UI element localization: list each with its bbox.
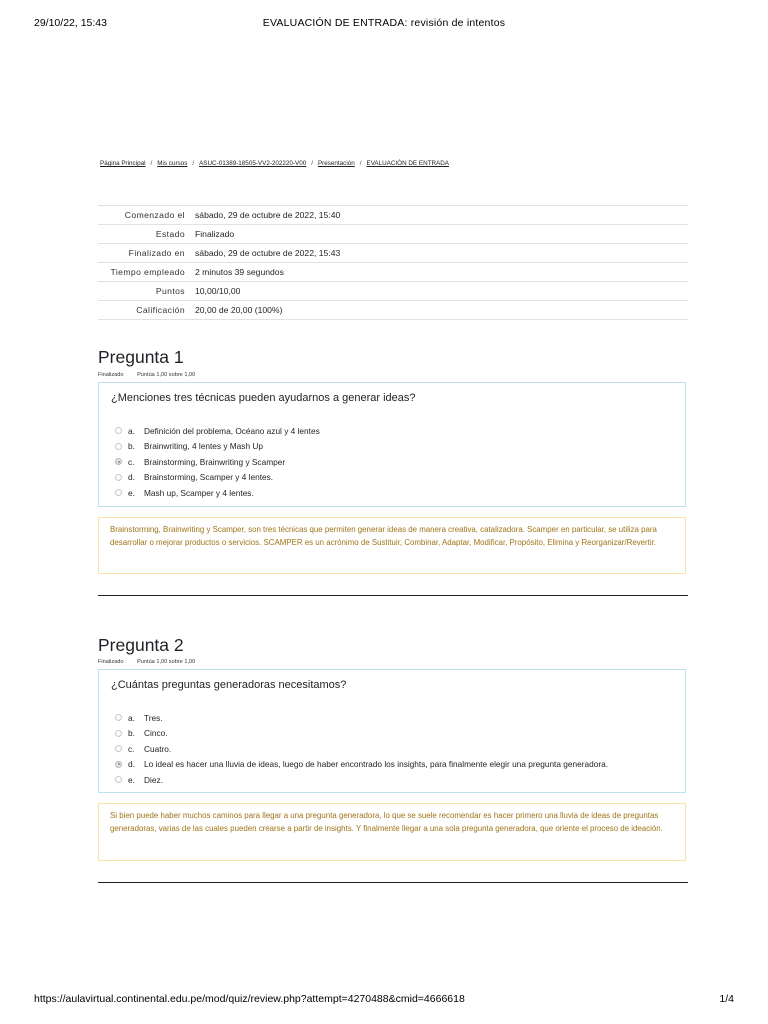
- answer-letter: e.: [128, 774, 135, 785]
- question-2-title: Pregunta 2: [98, 635, 184, 655]
- answer-option[interactable]: [115, 423, 320, 439]
- radio-icon[interactable]: [115, 427, 122, 434]
- summary-value: 20,00 de 20,00 (100%): [195, 305, 283, 315]
- question-2-feedback: Si bien puede haber muchos caminos para llegar a una pregunta generadora, lo que se suele recomendar es hacer primero una lluvia de ideas de preguntas generadoras, varias de las cuales pueden crearse a partir de insights. Y finalmente llegar a una sola pregunta generadora, que oriente el proceso de ideación.: [98, 803, 686, 861]
- question-text: ¿Cuántas preguntas generadoras necesitamos?: [111, 679, 347, 691]
- answer-text: Cinco.: [144, 728, 168, 739]
- answer-letter: b.: [128, 441, 135, 452]
- print-title: EVALUACIÓN DE ENTRADA: revisión de intentos: [262, 17, 506, 29]
- answer-option[interactable]: [115, 772, 608, 788]
- question-1-box: [98, 382, 686, 507]
- radio-icon[interactable]: [115, 776, 122, 783]
- answer-option[interactable]: [115, 439, 320, 455]
- question-divider: [98, 882, 688, 883]
- answer-option-selected[interactable]: [115, 757, 608, 773]
- answer-text: Cuatro.: [144, 743, 172, 754]
- answer-option[interactable]: [115, 726, 608, 742]
- print-footer: [34, 993, 734, 1007]
- answer-list: [115, 423, 320, 501]
- question-score: Puntúa 1,00 sobre 1,00: [137, 659, 196, 665]
- breadcrumb-course[interactable]: ASUC-01389-18505-VV2-202220-V00: [199, 160, 307, 167]
- answer-text: Lo ideal es hacer una lluvia de ideas, luego de haber encontrado los insights, para finalmente elegir una pregunta generadora.: [144, 759, 609, 770]
- radio-icon[interactable]: [115, 730, 122, 737]
- breadcrumb-separator: /: [359, 160, 362, 167]
- question-1-feedback: Brainstorming, Brainwriting y Scamper, son tres técnicas que permiten generar ideas de manera creativa, catalizadora. Scamper en particular, se utiliza para desarrollar o mejorar productos o servicios. SCAMPER es un acrónimo de Sustituir, Combinar, Adaptar, Modificar, Propósito, Elimina y Reorganizar/Revertir.: [98, 517, 686, 574]
- summary-value: sábado, 29 de octubre de 2022, 15:43: [195, 248, 341, 258]
- summary-row-started: [98, 206, 688, 225]
- answer-letter: a.: [128, 425, 135, 436]
- radio-icon[interactable]: [115, 745, 122, 752]
- answer-letter: c.: [128, 456, 135, 467]
- breadcrumb-my-courses[interactable]: Mis cursos: [157, 160, 188, 167]
- summary-label: Tiempo empleado: [110, 267, 185, 277]
- answer-letter: a.: [128, 712, 135, 723]
- radio-icon[interactable]: [115, 474, 122, 481]
- question-score: Puntúa 1,00 sobre 1,00: [137, 372, 196, 378]
- breadcrumb-separator: /: [192, 160, 195, 167]
- summary-label: Estado: [155, 229, 185, 239]
- summary-value: Finalizado: [195, 229, 235, 239]
- answer-letter: e.: [128, 487, 135, 498]
- summary-row-grade: [98, 301, 688, 320]
- radio-icon[interactable]: [115, 443, 122, 450]
- summary-row-state: [98, 225, 688, 244]
- attempt-summary-table: [98, 205, 688, 320]
- answer-text: Brainstorming, Brainwriting y Scamper: [144, 456, 286, 467]
- breadcrumb-separator: /: [311, 160, 313, 167]
- question-text: ¿Menciones tres técnicas pueden ayudarnos a generar ideas?: [111, 392, 416, 404]
- radio-icon[interactable]: [115, 714, 122, 721]
- print-date: 29/10/22, 15:43: [34, 17, 107, 29]
- answer-list: [115, 710, 608, 788]
- summary-value: sábado, 29 de octubre de 2022, 15:40: [195, 210, 341, 220]
- summary-label: Calificación: [136, 305, 185, 315]
- answer-text: Definición del problema, Océano azul y 4 lentes: [144, 425, 320, 436]
- question-2-box: [98, 669, 686, 793]
- summary-value: 10,00/10,00: [195, 286, 241, 296]
- answer-letter: c.: [128, 743, 135, 754]
- question-1-title: Pregunta 1: [98, 347, 184, 367]
- answer-text: Diez.: [144, 774, 163, 785]
- breadcrumb-quiz[interactable]: EVALUACIÓN DE ENTRADA: [366, 160, 449, 167]
- summary-label: Finalizado en: [128, 248, 185, 258]
- print-header: [34, 17, 734, 31]
- question-status: Finalizado: [98, 659, 124, 665]
- print-page-number: 1/4: [719, 993, 734, 1005]
- summary-row-marks: [98, 282, 688, 301]
- question-2-meta: [98, 659, 195, 665]
- question-status: Finalizado: [98, 372, 124, 378]
- breadcrumb-separator: /: [150, 160, 153, 167]
- answer-text: Tres.: [144, 712, 163, 723]
- radio-icon[interactable]: [115, 489, 122, 496]
- answer-letter: b.: [128, 728, 135, 739]
- print-url: https://aulavirtual.continental.edu.pe/mod/quiz/review.php?attempt=4270488&cmid=4666618: [34, 993, 465, 1005]
- answer-option[interactable]: [115, 470, 320, 486]
- question-1-meta: [98, 372, 195, 378]
- answer-text: Mash up, Scamper y 4 lentes.: [144, 487, 254, 498]
- answer-text: Brainwriting, 4 lentes y Mash Up: [144, 441, 263, 452]
- answer-option[interactable]: [115, 485, 320, 501]
- summary-row-completed: [98, 244, 688, 263]
- breadcrumb-home[interactable]: Página Principal: [100, 160, 146, 167]
- summary-value: 2 minutos 39 segundos: [195, 267, 284, 277]
- summary-row-time-taken: [98, 263, 688, 282]
- summary-label: Puntos: [155, 286, 185, 296]
- answer-letter: d.: [128, 472, 135, 483]
- answer-text: Brainstorming, Scamper y 4 lentes.: [144, 472, 274, 483]
- radio-checked-icon[interactable]: [115, 761, 122, 768]
- summary-label: Comenzado el: [124, 210, 185, 220]
- answer-option-selected[interactable]: [115, 454, 320, 470]
- radio-checked-icon[interactable]: [115, 458, 122, 465]
- answer-letter: d.: [128, 759, 135, 770]
- question-divider: [98, 595, 688, 596]
- breadcrumb-section[interactable]: Presentación: [317, 160, 355, 167]
- breadcrumb: [100, 160, 449, 167]
- answer-option[interactable]: [115, 710, 608, 726]
- answer-option[interactable]: [115, 741, 608, 757]
